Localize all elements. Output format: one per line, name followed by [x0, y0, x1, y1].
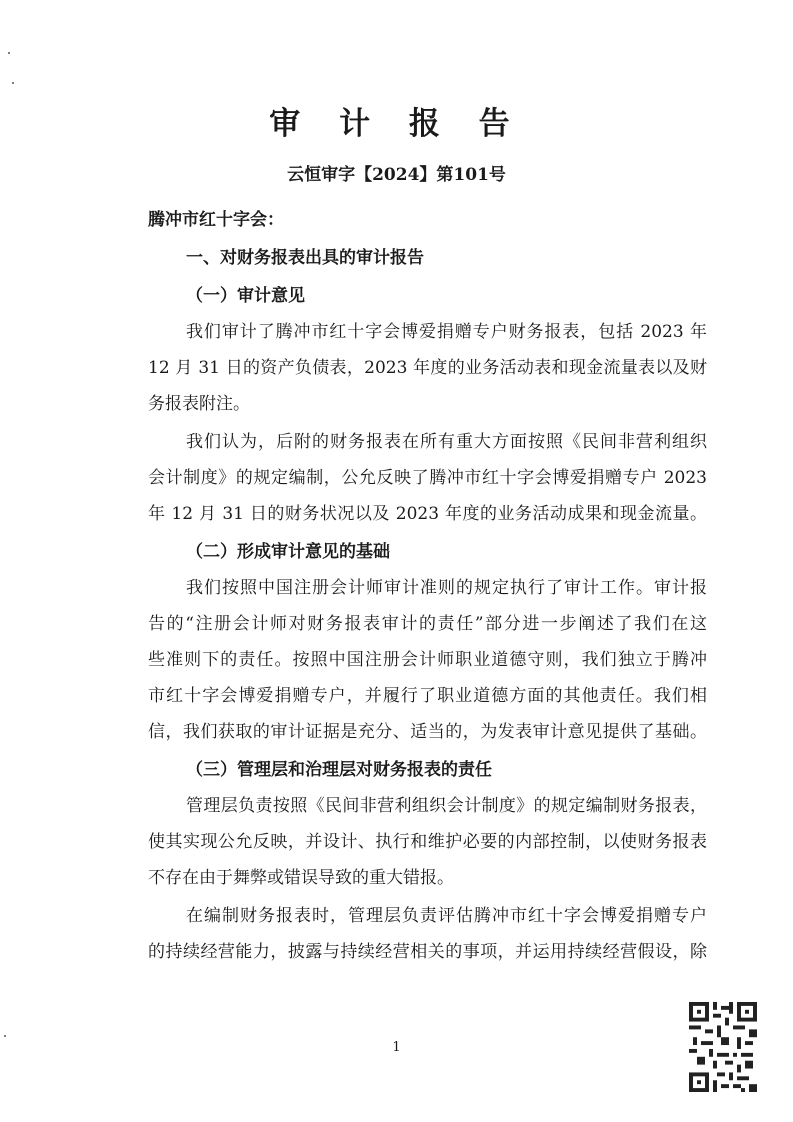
- paragraph-line: 年 12 月 31 日的财务状况以及 2023 年度的业务活动成果和现金流量。: [148, 504, 707, 524]
- paragraph-line: 信，我们获取的审计证据是充分、适当的，为发表审计意见提供了基础。: [148, 722, 707, 742]
- qr-code-icon: [689, 1002, 757, 1092]
- paragraph-line: 告的“注册会计师对财务报表审计的责任”部分进一步阐述了我们在这: [148, 614, 707, 634]
- subsection-heading-1: （一）审计意见: [186, 286, 305, 306]
- paragraph-line: 些准则下的责任。按照中国注册会计师职业道德守则，我们独立于腾冲: [148, 650, 707, 670]
- paragraph-line: 不存在由于舞弊或错误导致的重大错报。: [148, 868, 454, 888]
- document-number: 云恒审字【2024】第101号: [287, 165, 506, 185]
- section-heading-1: 一、对财务报表出具的审计报告: [186, 248, 424, 268]
- paragraph-line: 我们认为，后附的财务报表在所有重大方面按照《民间非营利组织: [186, 432, 707, 452]
- page-number: 1: [392, 1040, 401, 1055]
- scan-speck: [4, 1035, 6, 1037]
- paragraph-line: 的持续经营能力，披露与持续经营相关的事项，并运用持续经营假设，除: [148, 942, 707, 962]
- paragraph-line: 我们按照中国注册会计师审计准则的规定执行了审计工作。审计报: [186, 578, 707, 598]
- subsection-heading-2: （二）形成审计意见的基础: [186, 542, 390, 562]
- paragraph-line: 在编制财务报表时，管理层负责评估腾冲市红十字会博爱捐赠专户: [186, 906, 707, 926]
- paragraph-line: 务报表附注。: [148, 394, 250, 414]
- paragraph-line: 市红十字会博爱捐赠专户，并履行了职业道德方面的其他责任。我们相: [148, 686, 707, 706]
- scan-speck: [12, 82, 14, 84]
- paragraph-line: 12 月 31 日的资产负债表，2023 年度的业务活动表和现金流量表以及财: [148, 358, 707, 378]
- scan-speck: [8, 52, 10, 54]
- paragraph-line: 会计制度》的规定编制，公允反映了腾冲市红十字会博爱捐赠专户 2023: [148, 468, 707, 488]
- paragraph-line: 我们审计了腾冲市红十字会博爱捐赠专户财务报表，包括 2023 年: [186, 322, 707, 342]
- paragraph-line: 使其实现公允反映，并设计、执行和维护必要的内部控制，以使财务报表: [148, 832, 707, 852]
- addressee: 腾冲市红十字会：: [148, 210, 284, 230]
- paragraph-line: 管理层负责按照《民间非营利组织会计制度》的规定编制财务报表，: [186, 796, 707, 816]
- subsection-heading-3: （三）管理层和治理层对财务报表的责任: [186, 760, 492, 780]
- page-title: 审 计 报 告: [269, 106, 524, 142]
